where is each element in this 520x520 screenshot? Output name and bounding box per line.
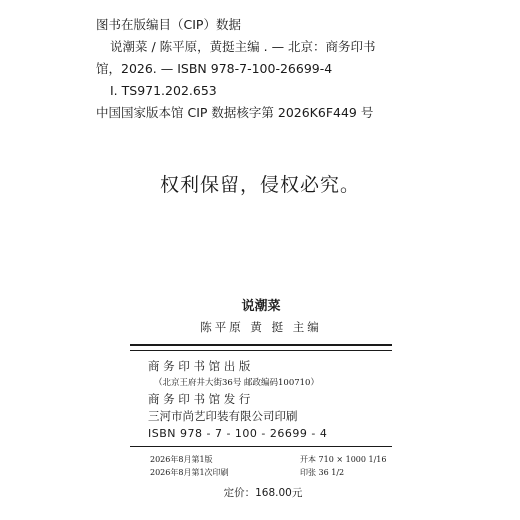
rights-reserved-notice: 权利保留，侵权必究。 [159,174,360,196]
cip-line-classification: Ⅰ. TS971.202.653 [110,83,217,98]
book-editors: 陈平原 黄 挺 主编 [200,320,322,334]
cip-line-bibliographic: 说潮菜 / 陈平原，黄挺主编 . — 北京：商务印书 [110,39,376,54]
format-info: 开本 710 × 1000 1/16 [300,455,387,464]
edition-info: 2026年8月第1版 [150,455,213,464]
printer-line: 三河市尚艺印装有限公司印刷 [148,409,298,423]
publisher-address: （北京王府井大街36号 邮政编码100710） [154,378,319,388]
price: 定价：168.00元 [223,487,303,499]
cip-data-block [96,14,426,124]
printing-info: 2026年8月第1次印刷 [150,468,229,477]
publication-info [130,351,392,442]
cip-heading: 图书在版编目（CIP）数据 [96,17,241,32]
cip-line-isbn: 馆，2026. — ISBN 978-7-100-26699-4 [96,61,333,76]
divider-thick [130,344,392,346]
print-specifications [130,447,392,479]
sheets-info: 印张 36 1/2 [300,468,345,477]
distributor-line: 商 务 印 书 馆 发 行 [148,392,251,406]
cip-line-approval-number: 中国国家版本馆 CIP 数据核字第 2026K6F449 号 [96,105,374,120]
publisher-line: 商 务 印 书 馆 出 版 [148,359,251,373]
colophon [130,298,392,501]
book-title: 说潮菜 [241,299,281,314]
isbn-line: ISBN 978 - 7 - 100 - 26699 - 4 [148,427,328,440]
